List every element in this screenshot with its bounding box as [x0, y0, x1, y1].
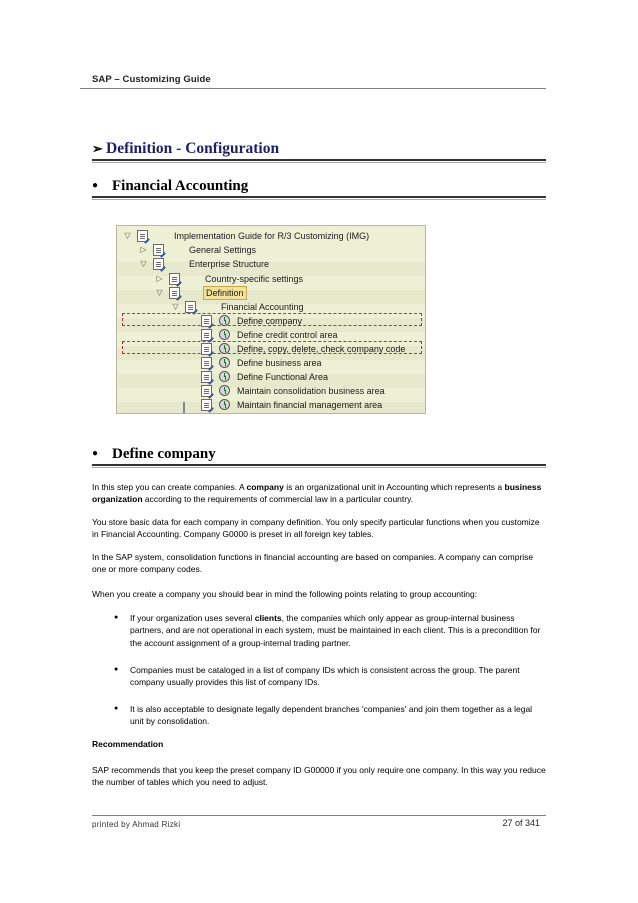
- tree-activity-consolidation-business-area[interactable]: [117, 384, 425, 398]
- text-run: In this step you can create companies. A: [92, 482, 247, 492]
- execute-clock-icon[interactable]: [219, 315, 230, 326]
- tree-activity-define-credit-control-area[interactable]: [117, 328, 425, 342]
- heading-text: Define company: [112, 446, 216, 462]
- heading-rule-thin: [92, 162, 546, 163]
- bullet-icon: ●: [114, 666, 119, 673]
- tree-node-label: Maintain consolidation business area: [237, 386, 385, 396]
- folder-doc-icon: [201, 315, 212, 327]
- img-tree-screenshot: [116, 225, 426, 414]
- tree-node-label: Financial Accounting: [221, 302, 304, 312]
- bullet-icon: ●: [92, 180, 99, 191]
- heading-financial-accounting: [92, 178, 248, 195]
- heading-text: Definition - Configuration: [106, 140, 280, 157]
- text-run: according to the requirements of commercial law in a particular country.: [142, 494, 414, 505]
- tree-activity-financial-management-area[interactable]: [117, 398, 425, 412]
- execute-clock-icon[interactable]: [219, 371, 230, 382]
- list-item-clients: [130, 612, 548, 649]
- header-rule: [80, 88, 546, 89]
- heading-rule: [92, 464, 546, 466]
- heading-define-company: [92, 446, 216, 463]
- tree-node-label: Implementation Guide for R/3 Customizing (IMG): [174, 231, 370, 241]
- tree-activity-define-functional-area[interactable]: [117, 370, 425, 384]
- folder-doc-icon: [153, 258, 164, 270]
- folder-doc-icon: [201, 343, 212, 355]
- tree-node-enterprise-structure[interactable]: [117, 257, 425, 271]
- execute-clock-icon[interactable]: [219, 343, 230, 354]
- paragraph-basic-data: You store basic data for each company in company definition. You only specify particular functions when you customize in Financial Accounting. Company G0000 is preset in all foreign key tables.: [92, 517, 540, 540]
- tree-node-img-root[interactable]: [117, 229, 425, 243]
- list-item-company-ids: Companies must be cataloged in a list of company IDs which is consistent across the group. The parent company usually provides this list of company IDs.: [130, 665, 520, 688]
- execute-clock-icon[interactable]: [219, 399, 230, 410]
- folder-doc-icon: [169, 273, 180, 285]
- text-run: , the companies which only appear as group-internal business partners, and are not operational in each system, must be maintained in each client. This is a precondition for the account assignment of a group-internal trading partner.: [130, 613, 541, 648]
- tree-node-label: Define, copy, delete, check company code: [237, 344, 406, 354]
- tree-node-label: Enterprise Structure: [189, 259, 270, 269]
- tree-node-label-highlighted: Definition: [203, 286, 247, 300]
- tree-node-label: Define company: [237, 316, 303, 326]
- folder-doc-icon: [201, 357, 212, 369]
- tree-connector-line: [183, 402, 185, 413]
- tree-node-definition[interactable]: [117, 286, 425, 300]
- folder-doc-icon: [201, 385, 212, 397]
- folder-doc-icon: [137, 230, 148, 242]
- tree-node-country-specific[interactable]: [117, 272, 425, 286]
- expanded-triangle-icon[interactable]: ▽: [156, 288, 163, 297]
- paragraph-group-accounting: When you create a company you should bear in mind the following points relating to group accounting:: [92, 589, 478, 599]
- tree-node-label: Define business area: [237, 358, 322, 368]
- folder-doc-icon: [201, 399, 212, 411]
- execute-clock-icon[interactable]: [219, 329, 230, 340]
- tree-node-label: Define credit control area: [237, 330, 338, 340]
- text-bold: business organization: [92, 482, 542, 505]
- tree-activity-define-company-code[interactable]: [117, 342, 425, 356]
- heading-definition-configuration: [92, 140, 279, 158]
- heading-rule: [92, 159, 546, 161]
- heading-rule-thin: [92, 467, 546, 468]
- tree-node-label: Country-specific settings: [205, 274, 304, 284]
- expanded-triangle-icon[interactable]: ▽: [172, 302, 179, 311]
- recommendation-heading: Recommendation: [92, 739, 164, 749]
- heading-rule: [92, 196, 546, 198]
- paragraph-recommendation: SAP recommends that you keep the preset company ID G00000 if you only require one company. In this way you reduce the number of tables which you need to adjust.: [92, 765, 546, 788]
- tree-node-label: Define Functional Area: [237, 372, 329, 382]
- arrow-bullet-icon: ➢: [92, 141, 103, 156]
- tree-activity-define-business-area[interactable]: [117, 356, 425, 370]
- tree-node-general-settings[interactable]: [117, 243, 425, 257]
- text-bold: company: [246, 482, 284, 492]
- tree-node-label: Maintain financial management area: [237, 400, 383, 410]
- footer-printed-by: printed by Ahmad Rizki: [92, 820, 181, 829]
- expanded-triangle-icon[interactable]: ▽: [140, 259, 147, 268]
- bullet-icon: ●: [114, 705, 119, 712]
- collapsed-triangle-icon[interactable]: ▷: [156, 274, 163, 283]
- execute-clock-icon[interactable]: [219, 357, 230, 368]
- footer-rule: [92, 815, 546, 816]
- collapsed-triangle-icon[interactable]: ▷: [140, 245, 147, 254]
- expanded-triangle-icon[interactable]: ▽: [124, 231, 131, 240]
- text-run: is an organizational unit in Accounting which represents a: [283, 482, 505, 492]
- bullet-icon: ●: [92, 448, 99, 459]
- tree-activity-define-company[interactable]: [117, 314, 425, 328]
- folder-doc-icon: [201, 371, 212, 383]
- folder-doc-icon: [169, 287, 180, 299]
- footer-page-number: 27 of 341: [502, 818, 540, 828]
- list-item-legal-units: It is also acceptable to designate legally dependent branches 'companies' and join them together as a legal unit by consolidation.: [130, 704, 533, 727]
- text-run: If your organization uses several: [130, 613, 255, 623]
- text-bold: clients: [254, 613, 282, 623]
- folder-doc-icon: [153, 244, 164, 256]
- header-title: SAP – Customizing Guide: [92, 74, 211, 85]
- paragraph-consolidation: In the SAP system, consolidation functions in financial accounting are based on companies. A company can comprise one or more company codes.: [92, 552, 534, 575]
- folder-doc-icon: [185, 301, 196, 313]
- tree-node-financial-accounting[interactable]: [117, 300, 425, 314]
- heading-text: Financial Accounting: [112, 178, 249, 194]
- tree-node-label: General Settings: [189, 245, 257, 255]
- heading-rule-thin: [92, 199, 546, 200]
- paragraph-intro: [92, 481, 548, 506]
- folder-doc-icon: [201, 329, 212, 341]
- bullet-icon: ●: [114, 614, 119, 621]
- execute-clock-icon[interactable]: [219, 385, 230, 396]
